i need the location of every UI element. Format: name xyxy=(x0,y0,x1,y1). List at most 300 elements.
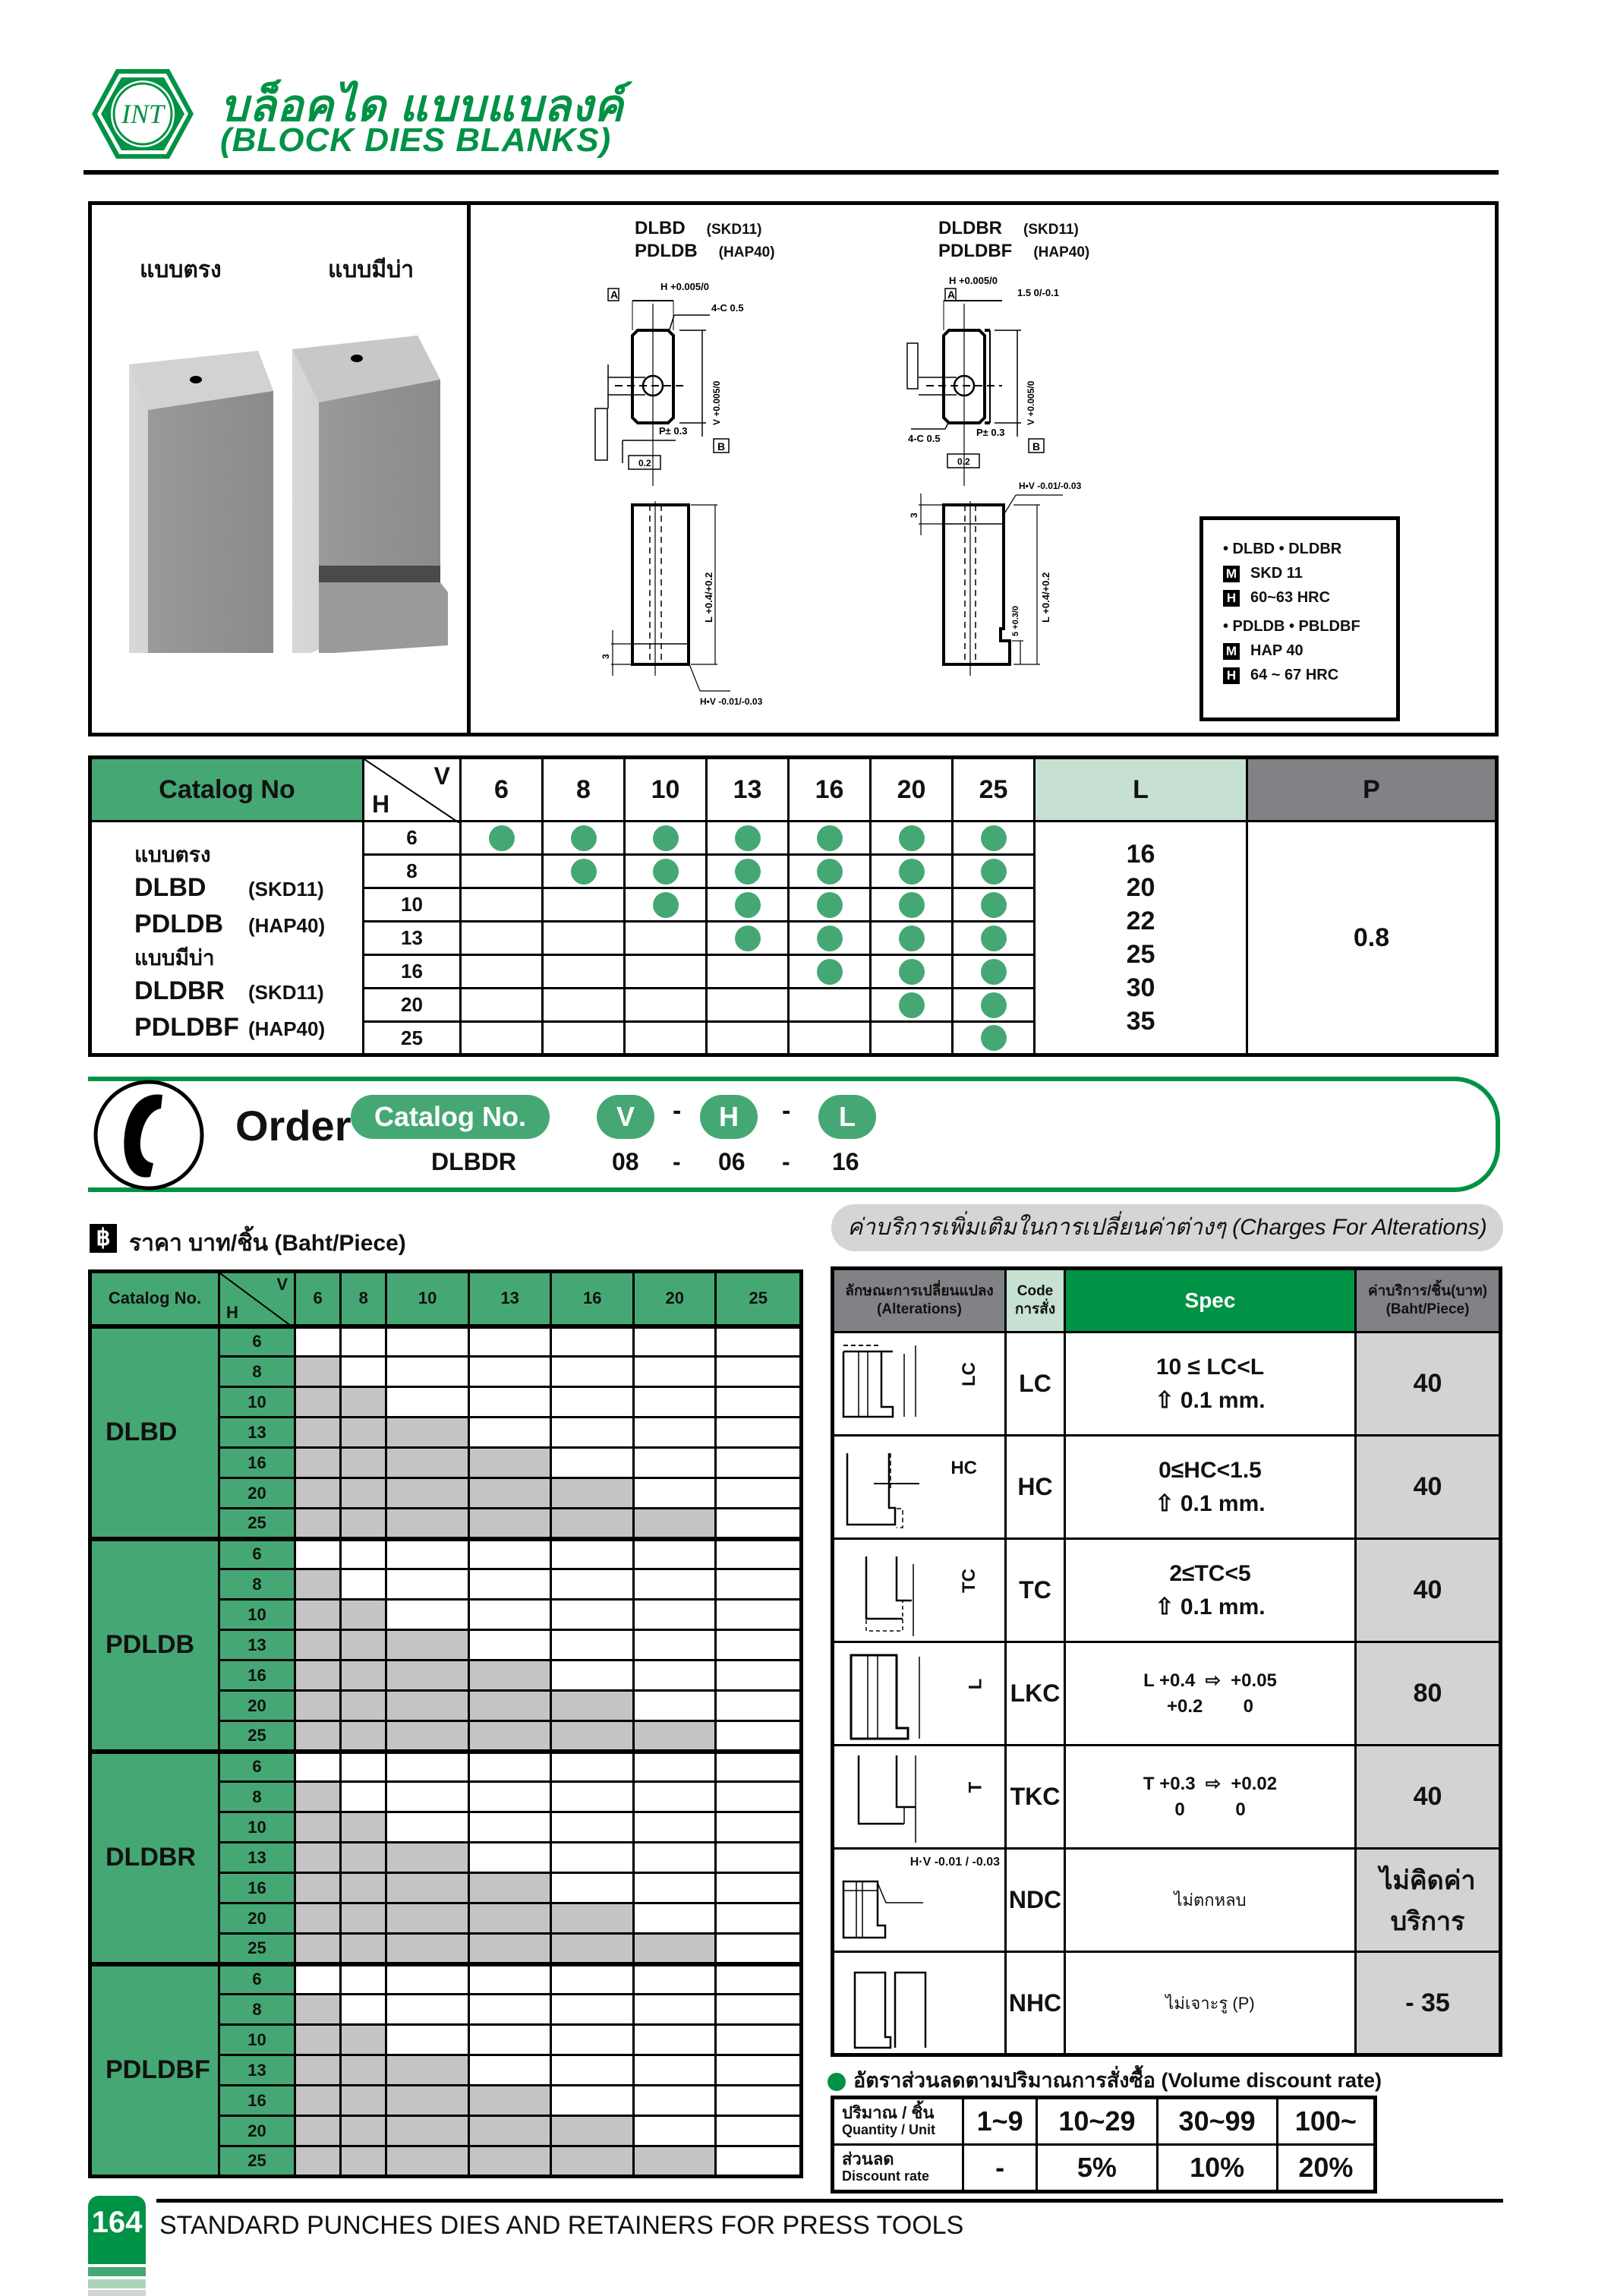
available-dot xyxy=(981,1025,1007,1051)
price-h-label: 25 xyxy=(219,1509,295,1539)
alteration-code: TC xyxy=(1006,1539,1065,1642)
price-cell xyxy=(633,1478,716,1509)
price-row xyxy=(90,1964,802,1995)
price-cell xyxy=(468,1812,551,1843)
price-cell xyxy=(295,1721,341,1752)
l-value: 16 xyxy=(1126,840,1155,869)
qty-label-en: Quantity / Unit xyxy=(842,2122,935,2137)
order-separator: - xyxy=(673,1148,681,1175)
availability-cell xyxy=(625,855,707,888)
discount-rate: 20% xyxy=(1277,2145,1375,2192)
availability-cell xyxy=(461,888,543,922)
available-dot xyxy=(817,959,843,985)
alteration-figure xyxy=(833,1849,1006,1952)
price-cell xyxy=(341,1478,386,1509)
availability-cell xyxy=(953,822,1035,855)
l-value: 20 xyxy=(1126,873,1155,902)
price-cell xyxy=(295,1691,341,1721)
price-group-dlbd: DLBD xyxy=(90,1326,219,1539)
price-h-label: 8 xyxy=(219,1782,295,1812)
availability-cell xyxy=(625,989,707,1022)
price-cell xyxy=(386,2025,469,2055)
material-legend xyxy=(1199,516,1400,721)
drawing-right-ref-b: B xyxy=(1032,440,1041,453)
drawing-left-title xyxy=(635,218,775,263)
price-cell xyxy=(341,1752,386,1782)
hardness-badge: H xyxy=(1223,667,1240,684)
v-col-header: 20 xyxy=(871,758,953,822)
price-cell xyxy=(341,1903,386,1934)
catalog-line-name: แบบตรง xyxy=(134,843,211,866)
price-cell xyxy=(386,1478,469,1509)
price-cell xyxy=(551,1721,634,1752)
alteration-spec-line1: ไม่เจาะรู (P) xyxy=(1165,1993,1255,2013)
available-dot xyxy=(899,892,925,918)
price-row xyxy=(90,1752,802,1782)
spec-col-header: Spec xyxy=(1065,1269,1356,1332)
price-cell xyxy=(295,1660,341,1691)
price-cell xyxy=(386,2146,469,2177)
price-cell xyxy=(468,1600,551,1630)
drawing-left-mat1: (SKD11) xyxy=(706,222,762,238)
availability-cell xyxy=(461,955,543,989)
product-photo xyxy=(121,319,448,653)
price-h-label: 6 xyxy=(219,1964,295,1995)
price-cell xyxy=(468,1660,551,1691)
alteration-code: LKC xyxy=(1006,1642,1065,1746)
alteration-spec xyxy=(1065,1539,1356,1642)
price-cell xyxy=(468,1934,551,1964)
order-title: Order xyxy=(235,1102,351,1150)
price-cell xyxy=(295,1418,341,1448)
availability-cell xyxy=(871,989,953,1022)
price-cell xyxy=(341,1600,386,1630)
alteration-fee: 40 xyxy=(1356,1436,1501,1539)
alteration-spec-line1: ไม่ตกหลบ xyxy=(1174,1891,1247,1910)
price-cell xyxy=(386,2055,469,2086)
size-row xyxy=(90,822,1497,855)
catalog-line-name: PDLDBF xyxy=(134,1013,239,1042)
alteration-spec-line1: L +0.4 ⇨ +0.05 xyxy=(1143,1670,1277,1691)
alteration-row-lc xyxy=(833,1332,1501,1436)
availability-cell xyxy=(707,955,789,989)
alteration-row-lkc xyxy=(833,1642,1501,1746)
hardness-badge: H xyxy=(1223,590,1240,607)
availability-cell xyxy=(461,822,543,855)
available-dot xyxy=(653,892,679,918)
drawing-right-v-tol: V +0.005/0 xyxy=(1026,380,1036,425)
available-dot xyxy=(981,892,1007,918)
available-dot xyxy=(735,825,761,851)
available-dot xyxy=(817,892,843,918)
price-h-label: 25 xyxy=(219,1934,295,1964)
qty-label xyxy=(833,2098,963,2145)
price-cell xyxy=(551,1873,634,1903)
price-cell xyxy=(386,1600,469,1630)
price-cell xyxy=(468,1509,551,1539)
price-cell xyxy=(386,1660,469,1691)
price-cell xyxy=(295,1630,341,1660)
material-badge: M xyxy=(1223,643,1240,660)
price-cell xyxy=(551,1326,634,1357)
price-v-col-header: 16 xyxy=(551,1272,634,1326)
price-cell xyxy=(551,1903,634,1934)
p-value: 0.8 xyxy=(1247,822,1497,1055)
price-cell xyxy=(633,2116,716,2146)
price-cell xyxy=(633,1539,716,1569)
drawing-left-hv: H•V -0.01/-0.03 xyxy=(700,696,763,707)
drawing-right-chamfer: 4-C 0.5 xyxy=(908,433,941,444)
available-dot xyxy=(817,825,843,851)
price-cell xyxy=(551,1660,634,1691)
price-cell xyxy=(386,1721,469,1752)
price-cell xyxy=(468,1478,551,1509)
price-cell xyxy=(716,1326,802,1357)
price-cell xyxy=(633,2055,716,2086)
price-cell xyxy=(386,1418,469,1448)
price-cell xyxy=(341,1782,386,1812)
available-dot xyxy=(653,859,679,885)
drawing-left-name1: DLBD xyxy=(635,218,686,238)
drawing-right-mat2: (HAP40) xyxy=(1033,244,1090,260)
price-cell xyxy=(386,1539,469,1569)
price-cell xyxy=(716,1478,802,1509)
catalog-header: Catalog No xyxy=(90,758,364,822)
logo-text: INT xyxy=(121,99,165,129)
price-cell xyxy=(551,1448,634,1478)
price-cell xyxy=(295,2025,341,2055)
price-cell xyxy=(295,1357,341,1387)
header-rule xyxy=(84,170,1499,175)
alteration-row-hc xyxy=(833,1436,1501,1539)
price-h-label: 13 xyxy=(219,1843,295,1873)
price-cell xyxy=(551,1691,634,1721)
price-group-pdldbf: PDLDBF xyxy=(90,1964,219,2177)
available-dot xyxy=(817,926,843,951)
l-pill: L xyxy=(818,1095,876,1139)
price-cell xyxy=(468,2055,551,2086)
v-col-header: 8 xyxy=(543,758,625,822)
price-cell xyxy=(716,1448,802,1478)
alteration-spec xyxy=(1065,1332,1356,1436)
footer-stripe xyxy=(88,2290,146,2296)
available-dot xyxy=(899,859,925,885)
price-cell xyxy=(295,1995,341,2025)
price-cell xyxy=(468,1873,551,1903)
discount-rate: 5% xyxy=(1037,2145,1157,2192)
alteration-figure xyxy=(833,1746,1006,1849)
price-cell xyxy=(716,1539,802,1569)
price-cell xyxy=(295,1539,341,1569)
price-cell xyxy=(386,2116,469,2146)
available-dot xyxy=(899,992,925,1018)
price-cell xyxy=(341,1357,386,1387)
availability-cell xyxy=(953,888,1035,922)
price-cell xyxy=(295,1934,341,1964)
price-cell xyxy=(551,1569,634,1600)
h-pill: H xyxy=(700,1095,758,1139)
price-h-label: 20 xyxy=(219,1903,295,1934)
price-cell xyxy=(551,1964,634,1995)
material-group-1: • DLBD • DLDBR xyxy=(1223,541,1342,557)
price-v-col-header: 25 xyxy=(716,1272,802,1326)
alteration-fee: 40 xyxy=(1356,1332,1501,1436)
price-cell xyxy=(716,1721,802,1752)
price-cell xyxy=(386,1357,469,1387)
price-cell xyxy=(551,2146,634,2177)
price-cell xyxy=(633,1387,716,1418)
price-cell xyxy=(551,2086,634,2116)
price-cell xyxy=(468,2025,551,2055)
h-row-label: 16 xyxy=(364,955,461,989)
available-dot xyxy=(981,825,1007,851)
price-cell xyxy=(633,1691,716,1721)
catalog-line xyxy=(134,973,362,1010)
drawing-right-h-tol: H +0.005/0 xyxy=(949,275,998,286)
availability-cell xyxy=(789,989,871,1022)
price-cell xyxy=(633,1569,716,1600)
l-value: 25 xyxy=(1126,940,1155,969)
drawing-left-v-tol: V +0.005/0 xyxy=(711,380,722,425)
rate-label-th: ส่วนลด xyxy=(842,2149,894,2168)
technical-drawing-shoulder xyxy=(835,273,1154,729)
price-cell xyxy=(341,1660,386,1691)
discount-rate: 10% xyxy=(1157,2145,1277,2192)
drawing-left-p-tol: P± 0.3 xyxy=(659,425,688,437)
available-dot xyxy=(981,992,1007,1018)
availability-cell xyxy=(543,888,625,922)
alteration-fee: 80 xyxy=(1356,1642,1501,1746)
fee-col-header xyxy=(1356,1269,1501,1332)
price-cell xyxy=(295,1903,341,1934)
discount-table xyxy=(831,2096,1377,2194)
price-cell xyxy=(551,1357,634,1387)
v-col-header: 25 xyxy=(953,758,1035,822)
price-v-col-header: 10 xyxy=(386,1272,469,1326)
fee-col-th: ค่าบริการ/ชิ้น(บาท) xyxy=(1367,1283,1488,1299)
discount-rate: - xyxy=(963,2145,1037,2192)
alteration-diagram xyxy=(836,1954,1003,2052)
alteration-row-tkc xyxy=(833,1746,1501,1849)
price-cell xyxy=(716,1660,802,1691)
availability-cell xyxy=(871,855,953,888)
catalog-line xyxy=(134,943,362,973)
availability-cell xyxy=(543,955,625,989)
alteration-spec xyxy=(1065,1849,1356,1952)
price-cell xyxy=(633,1934,716,1964)
price-cell xyxy=(341,1630,386,1660)
available-dot xyxy=(571,825,597,851)
price-group-pdldb: PDLDB xyxy=(90,1539,219,1752)
availability-cell xyxy=(543,822,625,855)
price-group-dldbr: DLDBR xyxy=(90,1752,219,1964)
drawing-right-step: 5 +0.3/0 xyxy=(1011,605,1020,636)
code-col-en: Code xyxy=(1017,1283,1054,1299)
availability-cell xyxy=(461,1022,543,1055)
alteration-figure-label: LC xyxy=(959,1362,979,1386)
v-col-header: 16 xyxy=(789,758,871,822)
available-dot xyxy=(817,859,843,885)
price-cell xyxy=(633,1843,716,1873)
drawing-right-name2: PDLDBF xyxy=(938,241,1013,261)
price-h-label: 16 xyxy=(219,1660,295,1691)
h-row-label: 20 xyxy=(364,989,461,1022)
price-v-col-header: 13 xyxy=(468,1272,551,1326)
availability-cell xyxy=(871,1022,953,1055)
price-v-col-header: 20 xyxy=(633,1272,716,1326)
available-dot xyxy=(735,859,761,885)
price-cell xyxy=(633,1752,716,1782)
price-cell xyxy=(341,2025,386,2055)
l-value: 22 xyxy=(1126,907,1155,935)
price-cell xyxy=(295,2146,341,2177)
availability-cell xyxy=(789,922,871,955)
order-separator: - xyxy=(673,1096,682,1125)
availability-cell xyxy=(871,922,953,955)
price-h-label: 13 xyxy=(219,2055,295,2086)
price-h-label: 13 xyxy=(219,1630,295,1660)
drawing-left-mat2: (HAP40) xyxy=(718,244,775,260)
price-cell xyxy=(716,1418,802,1448)
price-cell xyxy=(295,1478,341,1509)
alteration-row-tc xyxy=(833,1539,1501,1642)
page-number: 164 xyxy=(88,2196,146,2264)
alteration-spec-line2: +0.2 0 xyxy=(1166,1695,1254,1717)
availability-cell xyxy=(625,955,707,989)
availability-cell xyxy=(789,822,871,855)
photo-label-straight: แบบตรง xyxy=(140,257,222,282)
drawing-right-p-tol: P± 0.3 xyxy=(976,427,1005,438)
price-cell xyxy=(341,1326,386,1357)
availability-cell xyxy=(707,888,789,922)
price-cell xyxy=(633,1418,716,1448)
price-cell xyxy=(716,1600,802,1630)
price-cell xyxy=(295,1600,341,1630)
price-cell xyxy=(295,1964,341,1995)
availability-cell xyxy=(707,855,789,888)
availability-cell xyxy=(871,955,953,989)
drawing-right-flat: 0.2 xyxy=(957,456,970,467)
price-cell xyxy=(716,1357,802,1387)
price-cell xyxy=(386,1630,469,1660)
price-cell xyxy=(716,1873,802,1903)
price-h-label: 16 xyxy=(219,2086,295,2116)
price-cell xyxy=(341,1387,386,1418)
drawing-left-l-tol: L +0.4/+0.2 xyxy=(703,572,714,623)
price-cell xyxy=(468,1630,551,1660)
alteration-spec-line1: 0≤HC<1.5 xyxy=(1158,1457,1262,1483)
price-cell xyxy=(716,1995,802,2025)
price-cell xyxy=(468,1539,551,1569)
price-cell xyxy=(468,1418,551,1448)
material-badge: M xyxy=(1223,566,1240,582)
availability-cell xyxy=(789,888,871,922)
price-cell xyxy=(295,2055,341,2086)
price-cell xyxy=(386,1812,469,1843)
qty-label-th: ปริมาณ / ชิ้น xyxy=(842,2103,935,2122)
price-cell xyxy=(295,1509,341,1539)
alteration-code: NHC xyxy=(1006,1952,1065,2055)
catalog-line-name: PDLDB xyxy=(134,910,224,938)
v-col-header: 6 xyxy=(461,758,543,822)
available-dot xyxy=(981,859,1007,885)
alteration-code: HC xyxy=(1006,1436,1065,1539)
price-cell xyxy=(341,1873,386,1903)
vh-header xyxy=(364,758,461,822)
price-cell xyxy=(716,1903,802,1934)
alteration-spec xyxy=(1065,1642,1356,1746)
price-title: ราคา บาท/ชิ้น (Baht/Piece) xyxy=(129,1231,406,1256)
drawing-left-ref-b: B xyxy=(717,440,726,453)
footer-text: STANDARD PUNCHES DIES AND RETAINERS FOR PRESS TOOLS xyxy=(159,2211,964,2240)
price-cell xyxy=(468,1448,551,1478)
price-cell xyxy=(295,1752,341,1782)
p-header: P xyxy=(1247,758,1497,822)
price-cell xyxy=(551,1600,634,1630)
price-cell xyxy=(551,1782,634,1812)
availability-cell xyxy=(543,855,625,888)
price-cell xyxy=(341,1934,386,1964)
bullet-icon xyxy=(827,2073,846,2091)
footer-stripe xyxy=(88,2279,146,2288)
alteration-figure-label: H·V -0.01 / -0.03 xyxy=(909,1856,1000,1869)
price-cell xyxy=(295,2116,341,2146)
drawing-right-name1: DLDBR xyxy=(938,218,1002,238)
price-cell xyxy=(386,1448,469,1478)
price-cell xyxy=(295,1569,341,1600)
drawing-left-name2: PDLDB xyxy=(635,241,698,261)
drawing-left-h-tol: H +0.005/0 xyxy=(660,281,709,292)
available-dot xyxy=(981,926,1007,951)
price-cell xyxy=(551,1630,634,1660)
price-cell xyxy=(341,1964,386,1995)
material-1: SKD 11 xyxy=(1250,565,1303,582)
price-cell xyxy=(633,1660,716,1691)
hardness-1: 60~63 HRC xyxy=(1250,589,1331,606)
l-value: 30 xyxy=(1126,973,1155,1002)
available-dot xyxy=(981,959,1007,985)
availability-cell xyxy=(871,822,953,855)
price-cell xyxy=(341,1448,386,1478)
alteration-spec-line2: ⇧ 0.1 mm. xyxy=(1155,1387,1266,1413)
catalog-line-name: DLDBR xyxy=(134,976,225,1005)
available-dot xyxy=(899,926,925,951)
price-cell xyxy=(468,2146,551,2177)
h-row-label: 6 xyxy=(364,822,461,855)
l-value: 35 xyxy=(1126,1007,1155,1036)
h-row-label: 8 xyxy=(364,855,461,888)
price-cell xyxy=(468,1357,551,1387)
price-cell xyxy=(716,1387,802,1418)
alteration-figure-label: HC xyxy=(950,1458,977,1478)
price-row xyxy=(90,1539,802,1569)
price-h-label: 8 xyxy=(219,1569,295,1600)
alteration-spec-line2: ⇧ 0.1 mm. xyxy=(1155,1490,1266,1516)
price-cell xyxy=(386,1903,469,1934)
price-h-label: 6 xyxy=(219,1539,295,1569)
alteration-spec-line2: ⇧ 0.1 mm. xyxy=(1155,1594,1266,1620)
discount-title: อัตราส่วนลดตามปริมาณการสั่งซื้อ (Volume discount rate) xyxy=(853,2069,1382,2092)
qty-tier: 30~99 xyxy=(1157,2098,1277,2145)
available-dot xyxy=(571,859,597,885)
phone-icon xyxy=(88,1078,210,1192)
availability-cell xyxy=(789,955,871,989)
alteration-figure-label: TC xyxy=(959,1569,979,1593)
code-col-header xyxy=(1006,1269,1065,1332)
rate-label-en: Discount rate xyxy=(842,2168,930,2184)
availability-cell xyxy=(871,888,953,922)
price-cell xyxy=(295,2086,341,2116)
